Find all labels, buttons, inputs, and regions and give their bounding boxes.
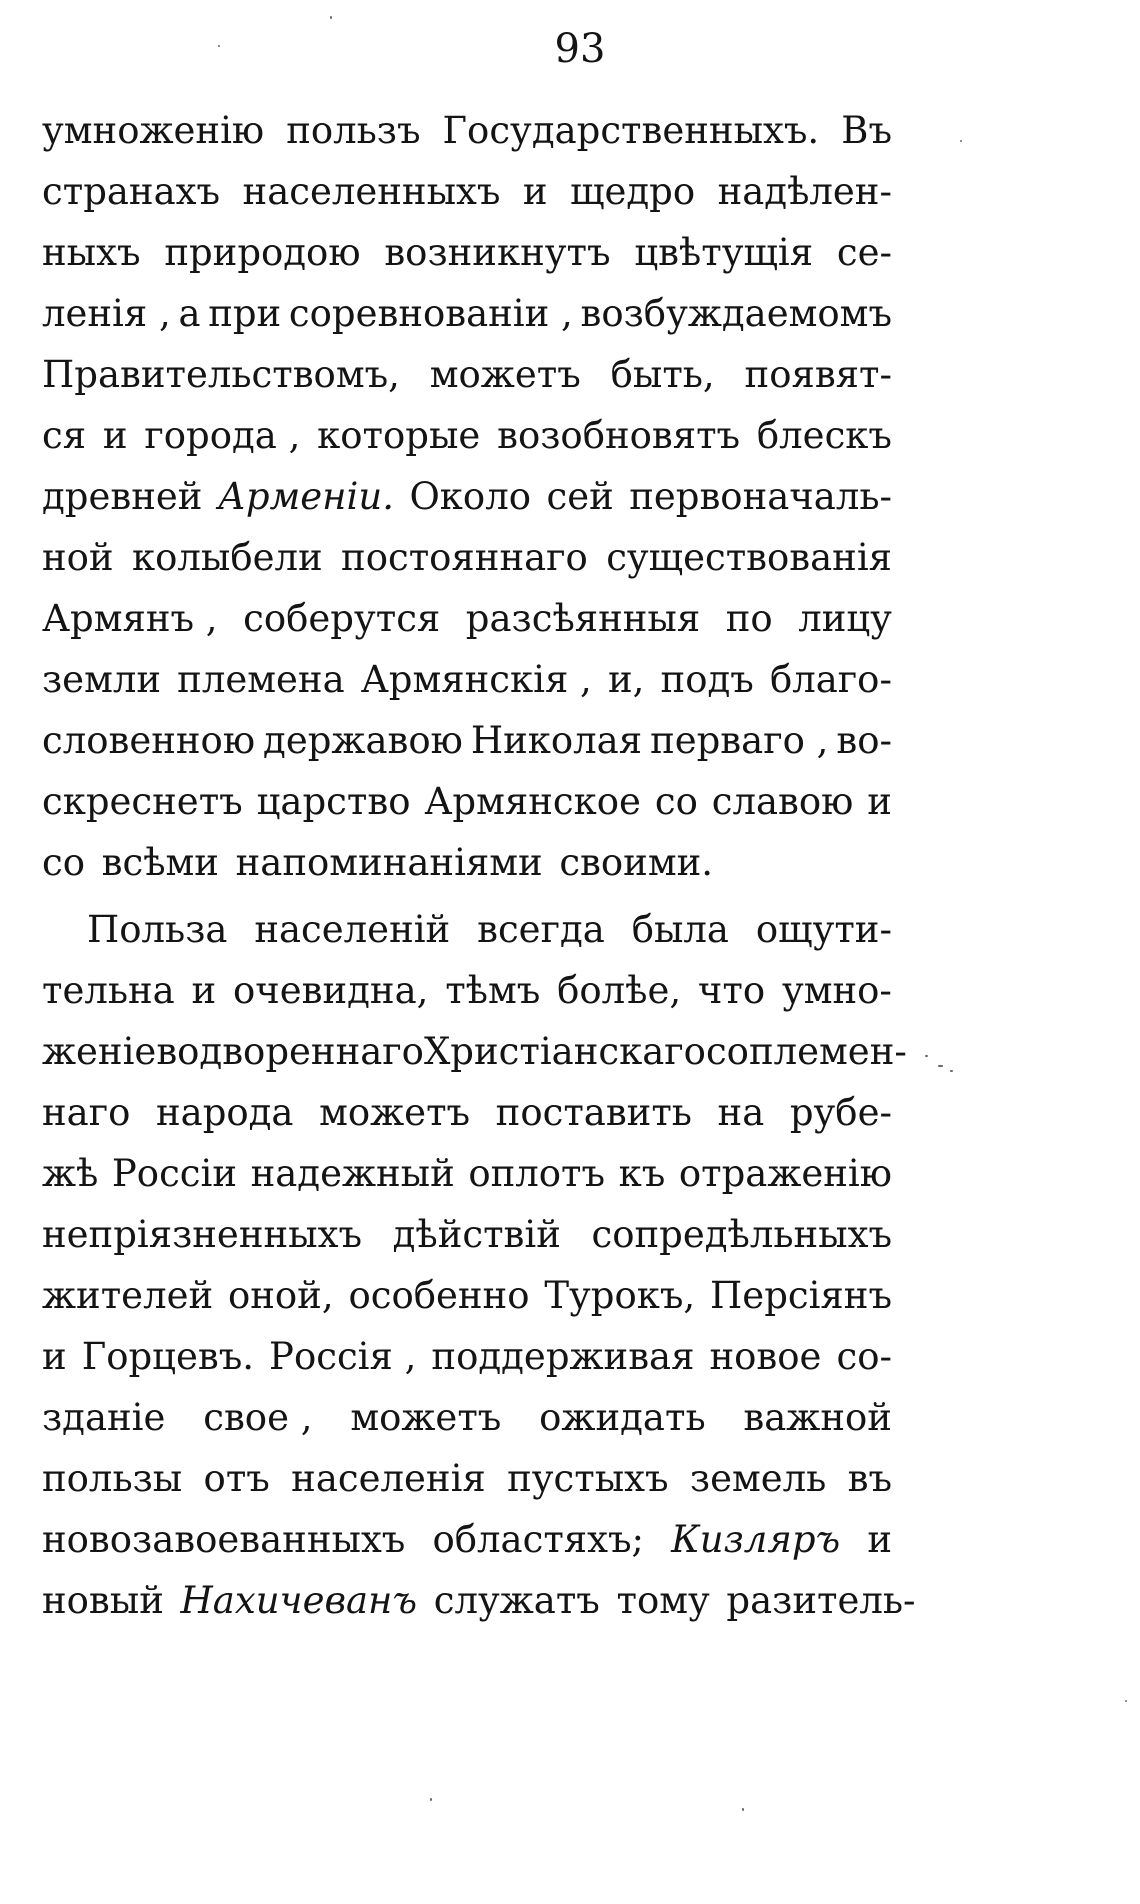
word: жителей [42, 1274, 214, 1317]
text-line [42, 1143, 892, 1204]
word: соревнованіи , [288, 292, 573, 335]
italic-word: Нахичеванъ [180, 1579, 418, 1622]
word: странахъ [42, 170, 221, 213]
word: земель [689, 1457, 827, 1500]
word: и [522, 170, 548, 213]
word: населенія [291, 1457, 486, 1500]
word: населеній [254, 908, 451, 951]
text-line [42, 100, 892, 161]
text-line [42, 1326, 892, 1387]
word: племена [177, 658, 345, 701]
word: оной, [227, 1274, 334, 1317]
word: природою [164, 231, 361, 274]
text-line [42, 588, 892, 649]
word: а [178, 292, 201, 335]
word: блескъ [756, 414, 892, 457]
word: наго [42, 1091, 131, 1134]
word: пользъ [286, 109, 421, 152]
word: пользы [42, 1457, 183, 1500]
word: по [725, 597, 773, 640]
word: поставить [495, 1091, 692, 1134]
word: словенною [42, 719, 256, 762]
word: отраженію [678, 1152, 892, 1195]
word: соплемен- [705, 1030, 907, 1073]
word: областяхъ; [432, 1518, 645, 1561]
word: рубе- [789, 1091, 892, 1134]
word: Въ [841, 109, 892, 152]
word: можетъ [429, 353, 581, 396]
italic-word: Кизляръ [671, 1518, 841, 1561]
text-line [42, 1570, 916, 1631]
word: при [208, 292, 282, 335]
page-number: 93 [554, 26, 606, 72]
word: царство [256, 780, 411, 823]
word: оплотъ [468, 1152, 606, 1195]
word: Польза [87, 908, 228, 951]
text-line [42, 960, 892, 1021]
word: первоначаль- [629, 475, 892, 518]
text-line [42, 344, 892, 405]
text-line [42, 649, 892, 710]
word: надѣлен- [717, 170, 892, 213]
word: которые [317, 414, 481, 457]
word: со- [836, 1335, 892, 1378]
paragraph-benefit-of-settlement [42, 899, 916, 1631]
scan-speck [430, 1798, 432, 1801]
text-line [42, 899, 892, 960]
word: и [191, 969, 217, 1012]
word: Около [409, 475, 531, 518]
word: сопредѣльныхъ [591, 1213, 892, 1256]
word: ной [42, 536, 114, 579]
word: тельна [42, 969, 175, 1012]
word: женіе [42, 1030, 157, 1073]
text-line [42, 832, 892, 893]
word: постояннаго [341, 536, 588, 579]
word: Армянское [424, 780, 641, 823]
word: служатъ [433, 1579, 600, 1622]
word: города , [144, 414, 301, 457]
word: и [102, 414, 128, 457]
word: населенныхъ [242, 170, 501, 213]
word: можетъ [319, 1091, 471, 1134]
text-line [42, 1204, 892, 1265]
word: ся [42, 414, 87, 457]
text-line [42, 771, 892, 832]
paragraph-armenia-revival [42, 100, 892, 893]
word: быть, [610, 353, 715, 396]
word: водвореннаго [156, 1030, 424, 1073]
word: и [867, 1518, 892, 1561]
word: Христіанскаго [423, 1030, 706, 1073]
word: и [42, 1335, 67, 1378]
word: се- [836, 231, 892, 274]
word: ныхъ [42, 231, 141, 274]
text-line [42, 405, 892, 466]
scan-speck [742, 1808, 744, 1811]
text-line [42, 527, 892, 588]
word: перваго , [650, 719, 829, 762]
word: своими. [559, 841, 714, 884]
word: особенно [348, 1274, 530, 1317]
word: во- [836, 719, 892, 762]
word: ожидать [539, 1396, 706, 1439]
word: Николая [470, 719, 643, 762]
word: сей [546, 475, 614, 518]
word: земли [42, 658, 162, 701]
word: державою [263, 719, 463, 762]
word: поддерживая [431, 1335, 695, 1378]
word: Горцевъ. [81, 1335, 254, 1378]
word: зданіе [42, 1396, 166, 1439]
scan-speck [938, 1065, 943, 1067]
italic-word: Арменіи. [217, 475, 394, 518]
word: новый [42, 1579, 164, 1622]
scan-speck [950, 1070, 953, 1072]
word: Турокъ, [544, 1274, 696, 1317]
word: Россія , [269, 1335, 417, 1378]
word: лицу [798, 597, 892, 640]
word: что [697, 969, 766, 1012]
word: умно- [781, 969, 892, 1012]
word: дѣйствій [392, 1213, 561, 1256]
scan-speck [218, 45, 220, 47]
word: колыбели [131, 536, 323, 579]
text-line [42, 1082, 892, 1143]
word: очевидна, [233, 969, 429, 1012]
word: новое [709, 1335, 822, 1378]
scan-speck [960, 140, 962, 142]
word: новозавоеванныхъ [42, 1518, 406, 1561]
text-line [42, 1509, 892, 1570]
word: разсѣянныя [465, 597, 701, 640]
text-line [42, 466, 892, 527]
text-line [42, 1265, 892, 1326]
word: отъ [203, 1457, 270, 1500]
word: Правительствомъ, [42, 353, 400, 396]
word: и, [607, 658, 645, 701]
text-line [42, 710, 892, 771]
word: Армянскія , [360, 658, 592, 701]
word: возбуждаемомъ [580, 292, 892, 335]
text-line [42, 161, 892, 222]
word: въ [847, 1457, 892, 1500]
word: цвѣтущія [634, 231, 814, 274]
word: всегда [477, 908, 605, 951]
word: Государственныхъ. [442, 109, 820, 152]
word: Персіянъ [710, 1274, 892, 1317]
word: щедро [570, 170, 696, 213]
word: на [717, 1091, 765, 1134]
word: свое , [203, 1396, 313, 1439]
text-line [42, 283, 892, 344]
word: разитель- [726, 1579, 916, 1622]
word: тому [616, 1579, 710, 1622]
word: существованія [606, 536, 892, 579]
word: скреснетъ [42, 780, 243, 823]
word: къ [618, 1152, 666, 1195]
word: и [867, 780, 892, 823]
word: возобновятъ [497, 414, 741, 457]
word: непріязненныхъ [42, 1213, 362, 1256]
word: народа [155, 1091, 294, 1134]
word: со [42, 841, 85, 884]
word: со [654, 780, 698, 823]
word: возникнутъ [384, 231, 611, 274]
word: славою [711, 780, 854, 823]
word: пустыхъ [507, 1457, 669, 1500]
word: Армянъ , [42, 597, 218, 640]
word: соберутся [243, 597, 441, 640]
word: древней [42, 475, 203, 518]
word: болѣе, [557, 969, 682, 1012]
word: появят- [744, 353, 892, 396]
text-line [42, 1387, 892, 1448]
word: напоминаніями [235, 841, 543, 884]
word: жѣ [42, 1152, 99, 1195]
text-line [42, 222, 892, 283]
word: важной [743, 1396, 892, 1439]
text-line [42, 1021, 907, 1082]
word: подъ [660, 658, 754, 701]
scan-speck [1125, 1700, 1127, 1702]
word: ощути- [755, 908, 892, 951]
word: тѣмъ [445, 969, 541, 1012]
word: Россіи [111, 1152, 238, 1195]
scan-speck [925, 1055, 928, 1057]
text-line [42, 1448, 892, 1509]
word: всѣми [101, 841, 219, 884]
word: можетъ [350, 1396, 502, 1439]
word: была [631, 908, 729, 951]
word: надежный [250, 1152, 455, 1195]
word: благо- [769, 658, 892, 701]
word: умноженію [42, 109, 265, 152]
word: ленія , [42, 292, 171, 335]
scan-speck [330, 16, 332, 19]
